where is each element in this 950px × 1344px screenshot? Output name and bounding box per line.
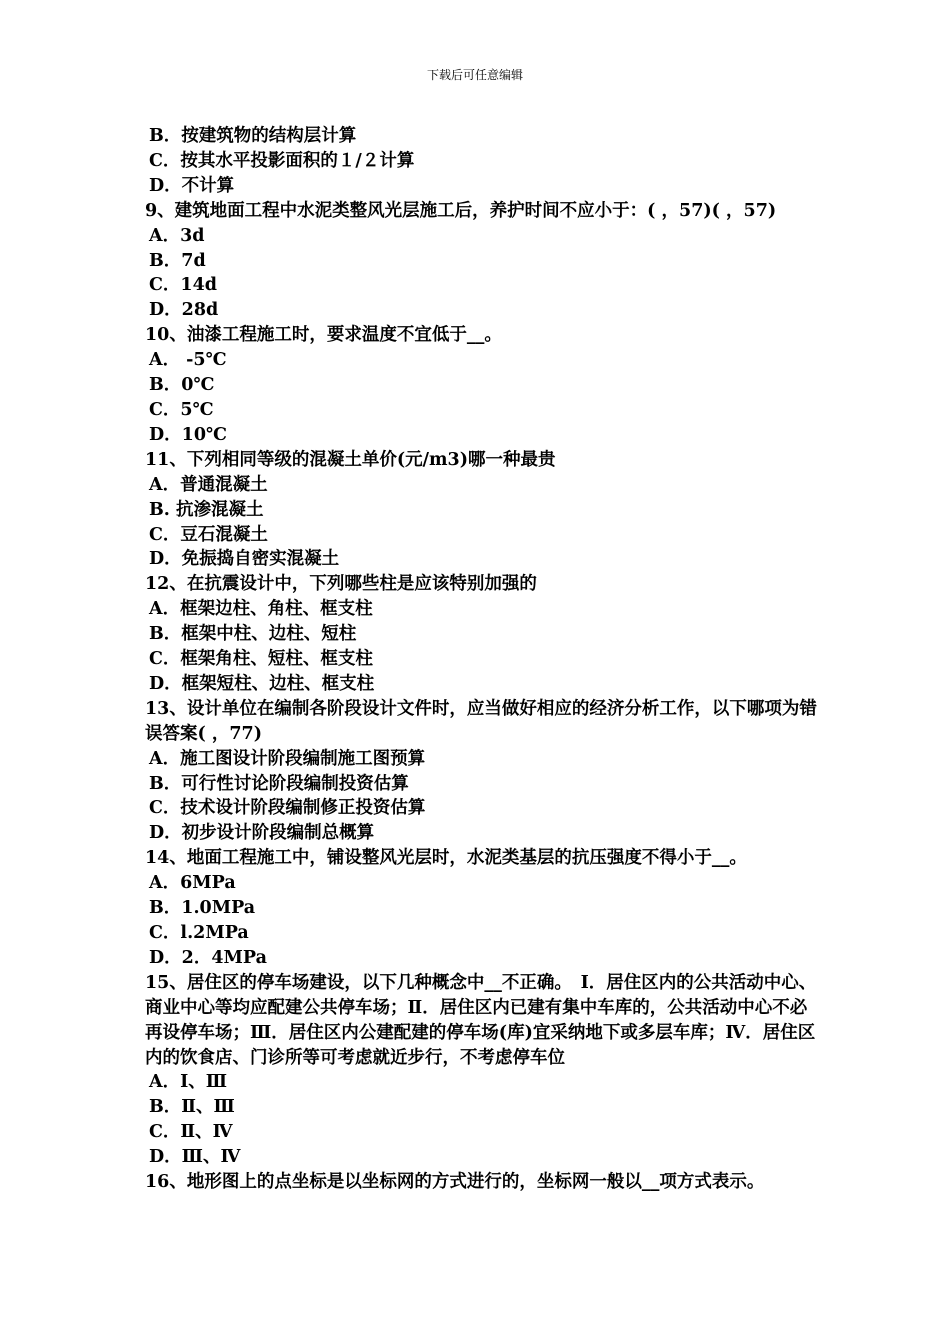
answer-option: D．框架短柱、边柱、框支柱 — [149, 673, 375, 694]
answer-option: C．技术设计阶段编制修正投资估算 — [149, 798, 426, 819]
answer-option: C．按其水平投影面积的１/２计算 — [149, 150, 415, 171]
answer-option: D．不计算 — [149, 175, 235, 196]
answer-option: D．免振捣自密实混凝土 — [149, 549, 340, 570]
answer-option: A． -5℃ — [149, 350, 227, 371]
answer-option: D．28d — [149, 300, 219, 321]
question-text: 12、在抗震设计中，下列哪些柱是应该特别加强的 — [145, 574, 537, 595]
answer-option: A．Ⅰ、Ⅲ — [149, 1072, 228, 1093]
answer-option: A．6MPa — [149, 873, 236, 894]
question-text: 9、建筑地面工程中水泥类整风光层施工后，养护时间不应小于：( ，57)( ，57) — [145, 200, 777, 221]
answer-option: D．初步设计阶段编制总概算 — [149, 823, 375, 844]
page-header: 下载后可任意编辑 — [426, 68, 523, 82]
answer-option: D．10℃ — [149, 424, 227, 445]
answer-option: C．框架角柱、短柱、框支柱 — [149, 649, 373, 670]
answer-option: C．豆石混凝土 — [149, 524, 268, 545]
question-list — [145, 124, 817, 1195]
question-text: 11、下列相同等级的混凝土单价(元/m3)哪一种最贵 — [145, 449, 556, 470]
answer-option: B. 抗渗混凝土 — [149, 499, 264, 520]
question-text: 16、地形图上的点坐标是以坐标网的方式进行的，坐标网一般以__项方式表示。 — [145, 1172, 765, 1193]
answer-option: B．0℃ — [149, 375, 215, 396]
question-text: 15、居住区的停车场建设，以下几种概念中__不正确。 Ⅰ．居住区内的公共活动中心、商业中心等均应配建公共停车场；Ⅱ．居住区内已建有集中车库的，公共活动中心不必再设停车场；Ⅲ．居住区内公建配建的停车场(库)宜采纳地下或多层车库；Ⅳ．居住区内的饮食店、门诊所等可考虑就近步行，不考虑停车位 — [145, 972, 817, 1068]
answer-option: C．Ⅱ、Ⅳ — [149, 1122, 233, 1143]
answer-option: B．框架中柱、边柱、短柱 — [149, 624, 357, 645]
answer-option: A．施工图设计阶段编制施工图预算 — [149, 748, 426, 769]
answer-option: C．5℃ — [149, 399, 214, 420]
answer-option: B．1.0MPa — [149, 898, 256, 919]
question-text: 14、地面工程施工中，铺设整风光层时，水泥类基层的抗压强度不得小于__。 — [145, 848, 747, 869]
answer-option: C．14d — [149, 275, 218, 296]
answer-option: A．框架边柱、角柱、框支柱 — [149, 599, 373, 620]
answer-option: A．3d — [149, 225, 205, 246]
document-body — [145, 124, 817, 1195]
answer-option: C．l.2MPa — [149, 923, 249, 943]
answer-option: A．普通混凝土 — [149, 474, 268, 495]
answer-option: B．Ⅱ、Ⅲ — [149, 1097, 235, 1118]
answer-option: B．7d — [149, 250, 206, 271]
question-text: 13、设计单位在编制各阶段设计文件时，应当做好相应的经济分析工作，以下哪项为错误答案( ，77) — [145, 698, 817, 744]
question-text: 10、油漆工程施工时，要求温度不宜低于__。 — [145, 325, 502, 346]
answer-option: B．可行性讨论阶段编制投资估算 — [149, 773, 409, 794]
answer-option: B．按建筑物的结构层计算 — [149, 126, 357, 146]
answer-option: D．Ⅲ、Ⅳ — [149, 1147, 241, 1168]
answer-option: D．2．4MPa — [149, 947, 267, 968]
